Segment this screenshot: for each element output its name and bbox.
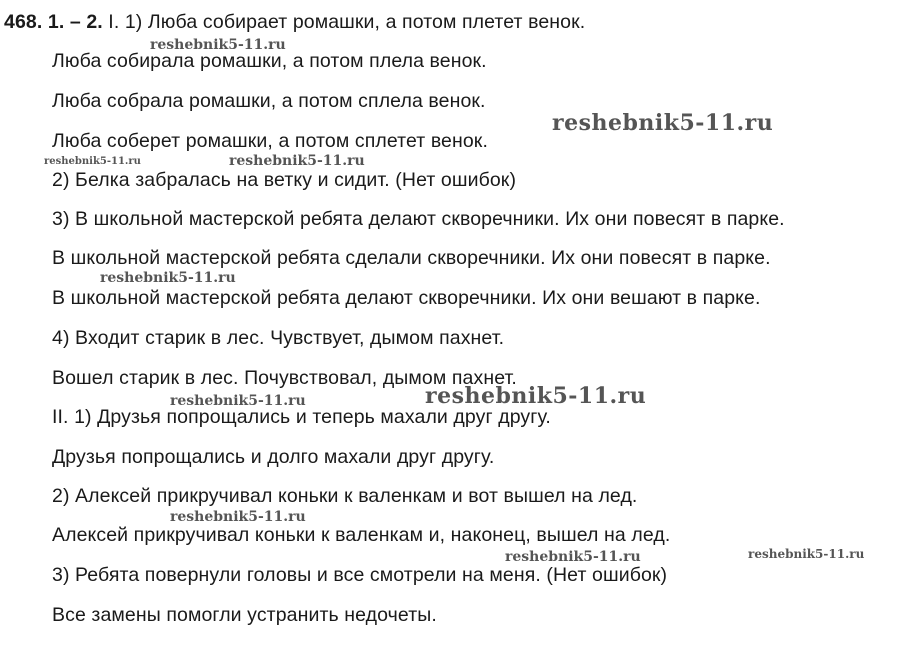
exercise-number: 468. 1. – 2. <box>4 11 103 33</box>
text-line: 3) Ребята повернули головы и все смотрели на меня. (Нет ошибок) <box>52 564 668 586</box>
text-line: Алексей прикручивал коньки к валенкам и, наконец, вышел на лед. <box>52 524 671 546</box>
text-line: В школьной мастерской ребята делают скворечники. Их они вешают в парке. <box>52 287 761 309</box>
watermark: reshebnik5-11.ru <box>170 393 306 409</box>
watermark: reshebnik5-11.ru <box>425 383 647 409</box>
text-line: 2) Алексей прикручивал коньки к валенкам и вот вышел на лед. <box>52 485 638 507</box>
text-line: Вошел старик в лес. Почувствовал, дымом пахнет. <box>52 367 517 389</box>
exercise-intro: I. 1) Люба собирает ромашки, а потом плетет венок. <box>102 11 586 33</box>
watermark: reshebnik5-11.ru <box>150 37 286 53</box>
text-line: Друзья попрощались и долго махали друг другу. <box>52 446 495 468</box>
text-line: Люба собрала ромашки, а потом сплела венок. <box>52 90 486 112</box>
watermark: reshebnik5-11.ru <box>748 547 865 561</box>
text-line: В школьной мастерской ребята сделали скворечники. Их они повесят в парке. <box>52 247 771 269</box>
text-line: II. 1) Друзья попрощались и теперь махали друг другу. <box>52 406 551 428</box>
watermark: reshebnik5-11.ru <box>100 270 236 286</box>
watermark: reshebnik5-11.ru <box>505 549 641 565</box>
text-line: Все замены помогли устранить недочеты. <box>52 604 437 626</box>
text-line: 3) В школьной мастерской ребята делают скворечники. Их они повесят в парке. <box>52 208 785 230</box>
text-line: Люба собирала ромашки, а потом плела венок. <box>52 50 487 72</box>
exercise-header <box>4 10 585 34</box>
text-line: 2) Белка забралась на ветку и сидит. (Нет ошибок) <box>52 169 517 191</box>
watermark: reshebnik5-11.ru <box>552 110 774 136</box>
watermark: reshebnik5-11.ru <box>44 156 141 167</box>
watermark: reshebnik5-11.ru <box>170 509 306 525</box>
text-line: Люба соберет ромашки, а потом сплетет венок. <box>52 130 488 152</box>
watermark: reshebnik5-11.ru <box>229 153 365 169</box>
text-line: 4) Входит старик в лес. Чувствует, дымом пахнет. <box>52 327 505 349</box>
